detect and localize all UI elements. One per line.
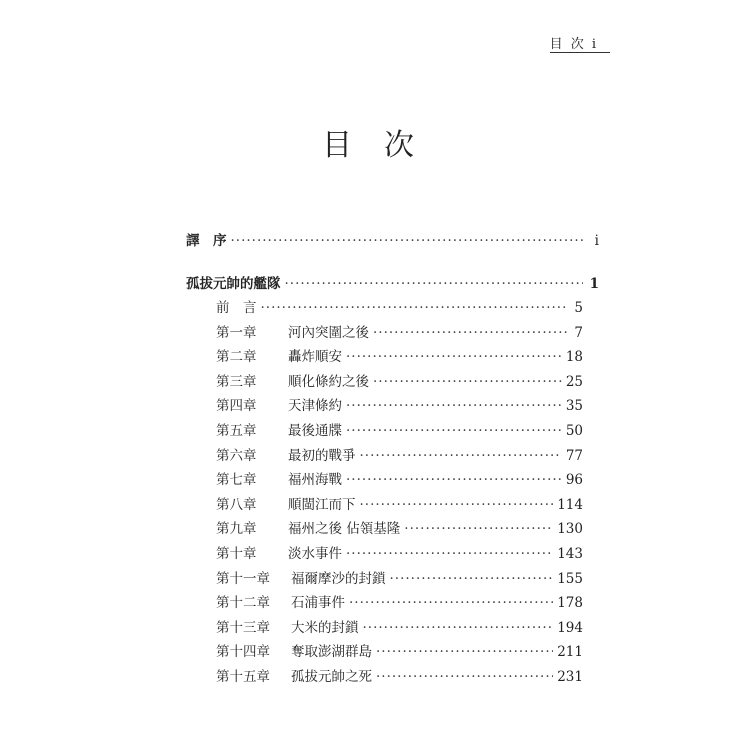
toc-entry-preface[interactable] [186, 230, 599, 252]
chapter-page: 194 [557, 619, 583, 636]
chapter-title: 福州海戰 [288, 472, 342, 489]
toc-chapter-row[interactable] [216, 469, 583, 491]
leader-dots [363, 617, 554, 639]
leader-dots [346, 395, 562, 417]
leader-dots [360, 494, 554, 516]
chapter-label: 第十四章 [216, 644, 270, 661]
toc-chapter-row[interactable] [216, 297, 583, 319]
chapter-label: 第十一章 [216, 570, 270, 587]
chapter-page: 231 [557, 669, 583, 685]
chapter-page: 18 [565, 349, 583, 366]
leader-dots [376, 641, 553, 663]
chapter-title: 最後通牒 [288, 423, 342, 439]
chapter-label: 第四章 [216, 398, 257, 415]
leader-dots [376, 666, 553, 688]
toc-entry-page: i [594, 233, 599, 249]
chapter-title: 石浦事件 [291, 595, 345, 612]
chapter-title: 大米的封鎖 [291, 619, 359, 636]
chapter-title: 孤拔元帥之死 [291, 669, 372, 685]
toc-chapter-row[interactable] [216, 543, 583, 565]
chapter-page: 155 [557, 570, 583, 587]
toc-chapter-row[interactable] [216, 641, 583, 663]
running-header: 目 次 i [549, 37, 598, 52]
toc-chapter-row[interactable] [216, 617, 583, 639]
page-title: 目次 [322, 128, 446, 163]
chapter-label: 第十二章 [216, 595, 270, 612]
toc-chapter-row[interactable] [216, 322, 583, 344]
chapter-page: 178 [557, 595, 583, 612]
leader-dots [349, 592, 553, 614]
toc-chapter-row[interactable] [216, 592, 583, 614]
chapter-page: 130 [557, 521, 583, 538]
chapter-label: 第二章 [216, 349, 257, 366]
leader-dots [346, 346, 562, 368]
chapter-title: 順化條約之後 [288, 373, 369, 390]
leader-dots [231, 230, 584, 252]
chapter-page: 35 [565, 398, 583, 415]
chapter-page: 96 [565, 472, 583, 489]
leader-dots [285, 273, 584, 295]
toc-chapter-row[interactable] [216, 518, 583, 540]
chapter-title: 轟炸順安 [288, 349, 342, 366]
chapter-label: 第七章 [216, 472, 257, 489]
chapter-label: 第三章 [216, 373, 257, 390]
chapter-page: 25 [565, 373, 583, 390]
chapter-label: 第九章 [216, 521, 257, 538]
chapter-label: 前 言 [216, 300, 257, 316]
leader-dots [346, 543, 553, 565]
chapter-page: 114 [557, 496, 583, 513]
leader-dots [373, 322, 567, 344]
chapter-title: 福州之後 佔領基隆 [288, 521, 401, 538]
leader-dots [373, 371, 562, 393]
leader-dots [390, 568, 554, 590]
chapter-title: 最初的戰爭 [288, 447, 356, 464]
leader-dots [360, 445, 562, 467]
chapter-title: 奪取澎湖群島 [291, 644, 372, 661]
toc-chapter-row[interactable] [216, 420, 583, 442]
chapter-label: 第一章 [216, 324, 257, 341]
toc-chapter-row[interactable] [216, 666, 583, 688]
toc-chapter-row[interactable] [216, 445, 583, 467]
chapter-label: 第十章 [216, 546, 257, 562]
leader-dots [261, 297, 568, 319]
toc-entry-title: 譯 序 [186, 233, 227, 249]
toc-chapter-row[interactable] [216, 371, 583, 393]
header-rule [550, 52, 610, 53]
toc-chapter-row[interactable] [216, 395, 583, 417]
chapter-label: 第五章 [216, 423, 257, 439]
toc-entry-page: 1 [589, 276, 599, 292]
chapter-title: 福爾摩沙的封鎖 [291, 570, 386, 587]
chapter-page: 7 [574, 324, 583, 341]
chapter-label: 第六章 [216, 447, 257, 464]
leader-dots [346, 469, 562, 491]
chapter-title: 河內突圍之後 [288, 324, 369, 341]
chapter-label: 第十三章 [216, 619, 270, 636]
toc-entry-title: 孤拔元帥的艦隊 [186, 276, 281, 292]
toc-chapter-row[interactable] [216, 494, 583, 516]
chapter-page: 143 [557, 546, 583, 562]
chapter-label: 第八章 [216, 496, 257, 513]
chapter-page: 77 [565, 447, 583, 464]
toc-chapter-row[interactable] [216, 568, 583, 590]
chapter-page: 211 [557, 644, 583, 661]
leader-dots [404, 518, 553, 540]
toc-chapter-row[interactable] [216, 346, 583, 368]
chapter-page: 50 [565, 423, 583, 439]
leader-dots [346, 420, 562, 442]
chapter-label: 第十五章 [216, 669, 270, 685]
chapter-title: 淡水事件 [288, 546, 342, 562]
chapter-title: 順閩江而下 [288, 496, 356, 513]
chapter-page: 5 [574, 300, 583, 316]
chapter-title: 天津條約 [288, 398, 342, 415]
toc-entry-part[interactable] [186, 273, 599, 295]
